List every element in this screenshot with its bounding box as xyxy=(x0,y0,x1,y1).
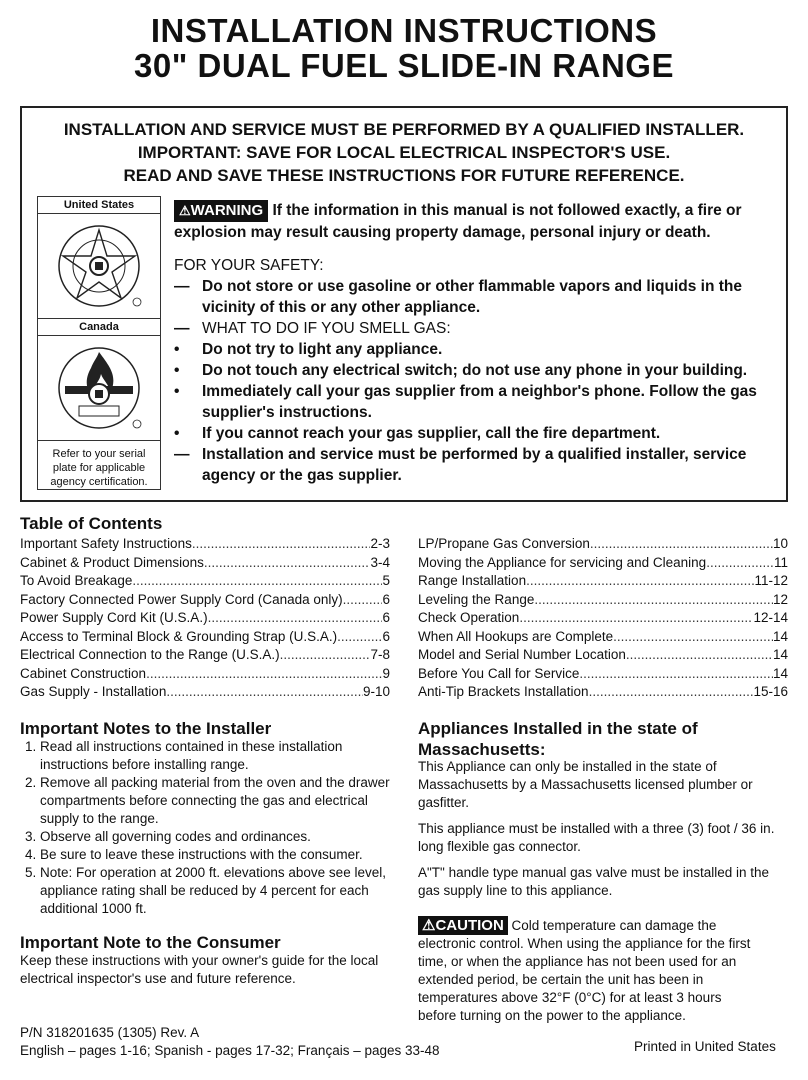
toc-entry-title: Electrical Connection to the Range (U.S.A.) xyxy=(20,647,280,662)
safety-item: • Immediately call your gas supplier from a neighbor's phone. Follow the gas supplier's instructions. xyxy=(174,383,757,421)
toc-entry-title: Access to Terminal Block & Grounding Strap (U.S.A.) xyxy=(20,628,338,644)
toc-right-column xyxy=(418,535,788,702)
caution-tag: ⚠CAUTION xyxy=(418,916,508,935)
toc-entry xyxy=(20,572,390,591)
toc-entry-page: 3-4 xyxy=(370,554,390,570)
title-line-1: INSTALLATION INSTRUCTIONS xyxy=(150,12,658,49)
toc-leader xyxy=(146,665,382,684)
us-label: United States xyxy=(63,199,135,211)
toc-leader xyxy=(519,609,753,628)
toc-entry-title: Gas Supply - Installation xyxy=(20,684,167,699)
toc-entry-title: Factory Connected Power Supply Cord (Canada only) xyxy=(20,591,343,607)
toc-entry-title: To Avoid Breakage xyxy=(20,573,133,588)
safety-list xyxy=(174,276,782,486)
caution-text: Cold temperature can damage the electronic control. When using the appliance for the first time, or when the appliance has not been used for an extended period, be certain the unit has been in temperatures above 32°F (0°C) for at least 3 hours before turning on the power to the appliance. xyxy=(418,918,751,1023)
warning-text: If the information in this manual is not followed exactly, a fire or explosion may result causing property damage, personal injury or death. xyxy=(174,202,742,241)
toc-entry xyxy=(418,665,788,684)
toc-entry-title: Before You Call for Service xyxy=(418,665,580,681)
toc-entry-page: 9-10 xyxy=(362,684,390,699)
toc-entry-title: Power Supply Cord Kit (U.S.A.) xyxy=(20,610,208,625)
installer-notes-title: Important Notes to the Installer xyxy=(20,719,272,738)
toc-entry xyxy=(20,646,390,665)
toc-entry xyxy=(20,665,390,684)
certification-note: Refer to your serial plate for applicable agency certification. xyxy=(38,440,160,495)
toc-entry-title: Range Installation xyxy=(418,573,527,588)
toc-entry-page: 12 xyxy=(772,591,788,607)
installer-note: 3. Observe all governing codes and ordinances. xyxy=(40,828,392,846)
toc-entry-title: Moving the Appliance for servicing and Cleaning xyxy=(418,554,707,570)
consumer-note: Keep these instructions with your owner's guide for the local electrical inspector's use and future reference. xyxy=(20,953,379,986)
toc-leader xyxy=(337,628,382,647)
safety-item: — Do not store or use gasoline or other flammable vapors and liquids in the vicinity of this or any other appliance. xyxy=(174,278,743,316)
toc-entry-page: 14 xyxy=(772,665,788,681)
toc-leader xyxy=(579,665,773,684)
safety-item: • If you cannot reach your gas supplier, call the fire department. xyxy=(174,425,661,442)
toc-entry-page: 6 xyxy=(382,610,390,625)
toc-leader xyxy=(706,554,774,573)
toc-leader xyxy=(589,683,754,702)
installer-notes xyxy=(20,738,392,918)
part-number: P/N 318201635 (1305) Rev. A xyxy=(20,1025,200,1040)
toc-leader xyxy=(590,535,773,554)
toc-entry-page: 14 xyxy=(772,628,788,644)
caution-triangle-icon: ⚠ xyxy=(422,917,436,934)
massachusetts-title: Appliances Installed in the state of Massachusetts: xyxy=(418,719,698,759)
safety-item: — WHAT TO DO IF YOU SMELL GAS: xyxy=(174,320,451,337)
toc-leader xyxy=(132,572,382,591)
title-line-2: 30" DUAL FUEL SLIDE-IN RANGE xyxy=(134,47,674,84)
toc-entry xyxy=(20,535,390,554)
flame-certified-badge-icon xyxy=(38,336,160,440)
toc-entry-page: 14 xyxy=(772,647,788,662)
printed-in: Printed in United States xyxy=(634,1039,776,1054)
caution-block xyxy=(418,916,758,1025)
toc-entry-title: Check Operation xyxy=(418,610,520,625)
toc-entry xyxy=(20,628,390,647)
toc-entry-title: When All Hookups are Complete xyxy=(418,628,614,644)
toc-entry-page: 11-12 xyxy=(754,573,788,588)
document-title xyxy=(0,14,808,82)
toc-entry-title: Cabinet Construction xyxy=(20,665,147,681)
toc-entry-page: 6 xyxy=(382,628,390,644)
toc-leader xyxy=(208,609,383,628)
installer-note: 1. Read all instructions contained in these installation instructions before installing range. xyxy=(40,738,392,774)
toc-entry xyxy=(20,609,390,628)
toc-leader xyxy=(192,535,371,554)
notice-line-1: INSTALLATION AND SERVICE MUST BE PERFORMED BY A QUALIFIED INSTALLER. xyxy=(63,120,745,139)
toc-entry-page: 9 xyxy=(382,665,390,681)
massachusetts-text xyxy=(418,758,788,908)
toc-entry xyxy=(418,683,788,702)
toc-leader xyxy=(204,554,371,573)
warning-triangle-icon: ⚠ xyxy=(179,203,191,218)
toc-entry xyxy=(418,572,788,591)
toc-entry-page: 12-14 xyxy=(753,610,788,625)
toc-entry-page: 2-3 xyxy=(370,536,390,551)
warning-tag: ⚠WARNING xyxy=(174,200,268,222)
toc-entry xyxy=(20,591,390,610)
safety-item: • Do not touch any electrical switch; do not use any phone in your building. xyxy=(174,362,748,379)
toc-entry-page: 10 xyxy=(772,536,788,551)
design-certified-badge-icon xyxy=(38,214,160,318)
toc-leader xyxy=(343,591,383,610)
safety-title: FOR YOUR SAFETY: xyxy=(174,257,324,274)
safety-notice xyxy=(22,118,786,187)
toc-entry xyxy=(418,609,788,628)
toc-entry xyxy=(418,628,788,647)
toc-entry xyxy=(418,535,788,554)
consumer-note-title: Important Note to the Consumer xyxy=(20,933,281,952)
safety-item: • Do not try to light any appliance. xyxy=(174,341,443,358)
toc-leader xyxy=(534,591,773,610)
safety-item: — Installation and service must be performed by a qualified installer, service agency or the gas supplier. xyxy=(174,446,747,484)
toc-leader xyxy=(526,572,754,591)
toc-title: Table of Contents xyxy=(20,514,163,533)
toc-entry-page: 11 xyxy=(773,554,788,570)
toc-entry xyxy=(20,554,390,573)
safety-box xyxy=(20,106,788,502)
warning-block xyxy=(174,200,782,486)
toc-entry-title: Anti-Tip Brackets Installation xyxy=(418,684,589,699)
language-pages: English – pages 1-16; Spanish - pages 17-32; Français – pages 33-48 xyxy=(20,1043,440,1058)
toc-entry-title: Model and Serial Number Location xyxy=(418,647,626,662)
mass-paragraph: This appliance must be installed with a three (3) foot / 36 in. long flexible gas connector. xyxy=(418,821,775,854)
toc-leader xyxy=(166,683,363,702)
toc-entry xyxy=(418,554,788,573)
mass-paragraph: This Appliance can only be installed in the state of Massachusetts by a Massachusetts licensed plumber or gasfitter. xyxy=(418,759,753,810)
toc-entry-title: Leveling the Range xyxy=(418,591,535,607)
toc-leader xyxy=(280,646,371,665)
installer-note: 2. Remove all packing material from the oven and the drawer compartments before connecting the gas and electrical supply to the range. xyxy=(40,774,392,828)
toc-entry-title: LP/Propane Gas Conversion xyxy=(418,536,590,551)
toc-entry-title: Important Safety Instructions xyxy=(20,536,192,551)
notice-line-2: IMPORTANT: SAVE FOR LOCAL ELECTRICAL INSPECTOR'S USE. xyxy=(137,143,671,162)
installer-note: 4. Be sure to leave these instructions with the consumer. xyxy=(40,846,392,864)
toc-entry-page: 7-8 xyxy=(370,647,390,662)
installer-note: 5. Note: For operation at 2000 ft. elevations above see level, appliance rating shall be reduced by 4 percent for each additional 1000 ft. xyxy=(40,864,392,918)
certification-panel xyxy=(37,196,161,490)
mass-paragraph: A"T" handle type manual gas valve must be installed in the gas supply line to this appliance. xyxy=(418,865,770,898)
toc-entry xyxy=(20,683,390,702)
toc-leader xyxy=(626,646,773,665)
notice-line-3: READ AND SAVE THESE INSTRUCTIONS FOR FUTURE REFERENCE. xyxy=(123,166,685,185)
toc-entry xyxy=(418,591,788,610)
toc-entry-title: Cabinet & Product Dimensions xyxy=(20,554,204,570)
toc-left-column xyxy=(20,535,390,702)
toc-leader xyxy=(613,628,773,647)
toc-entry xyxy=(418,646,788,665)
canada-label: Canada xyxy=(79,321,119,333)
toc-entry-page: 6 xyxy=(382,591,390,607)
toc-entry-page: 5 xyxy=(382,573,390,588)
toc-entry-page: 15-16 xyxy=(753,684,788,699)
